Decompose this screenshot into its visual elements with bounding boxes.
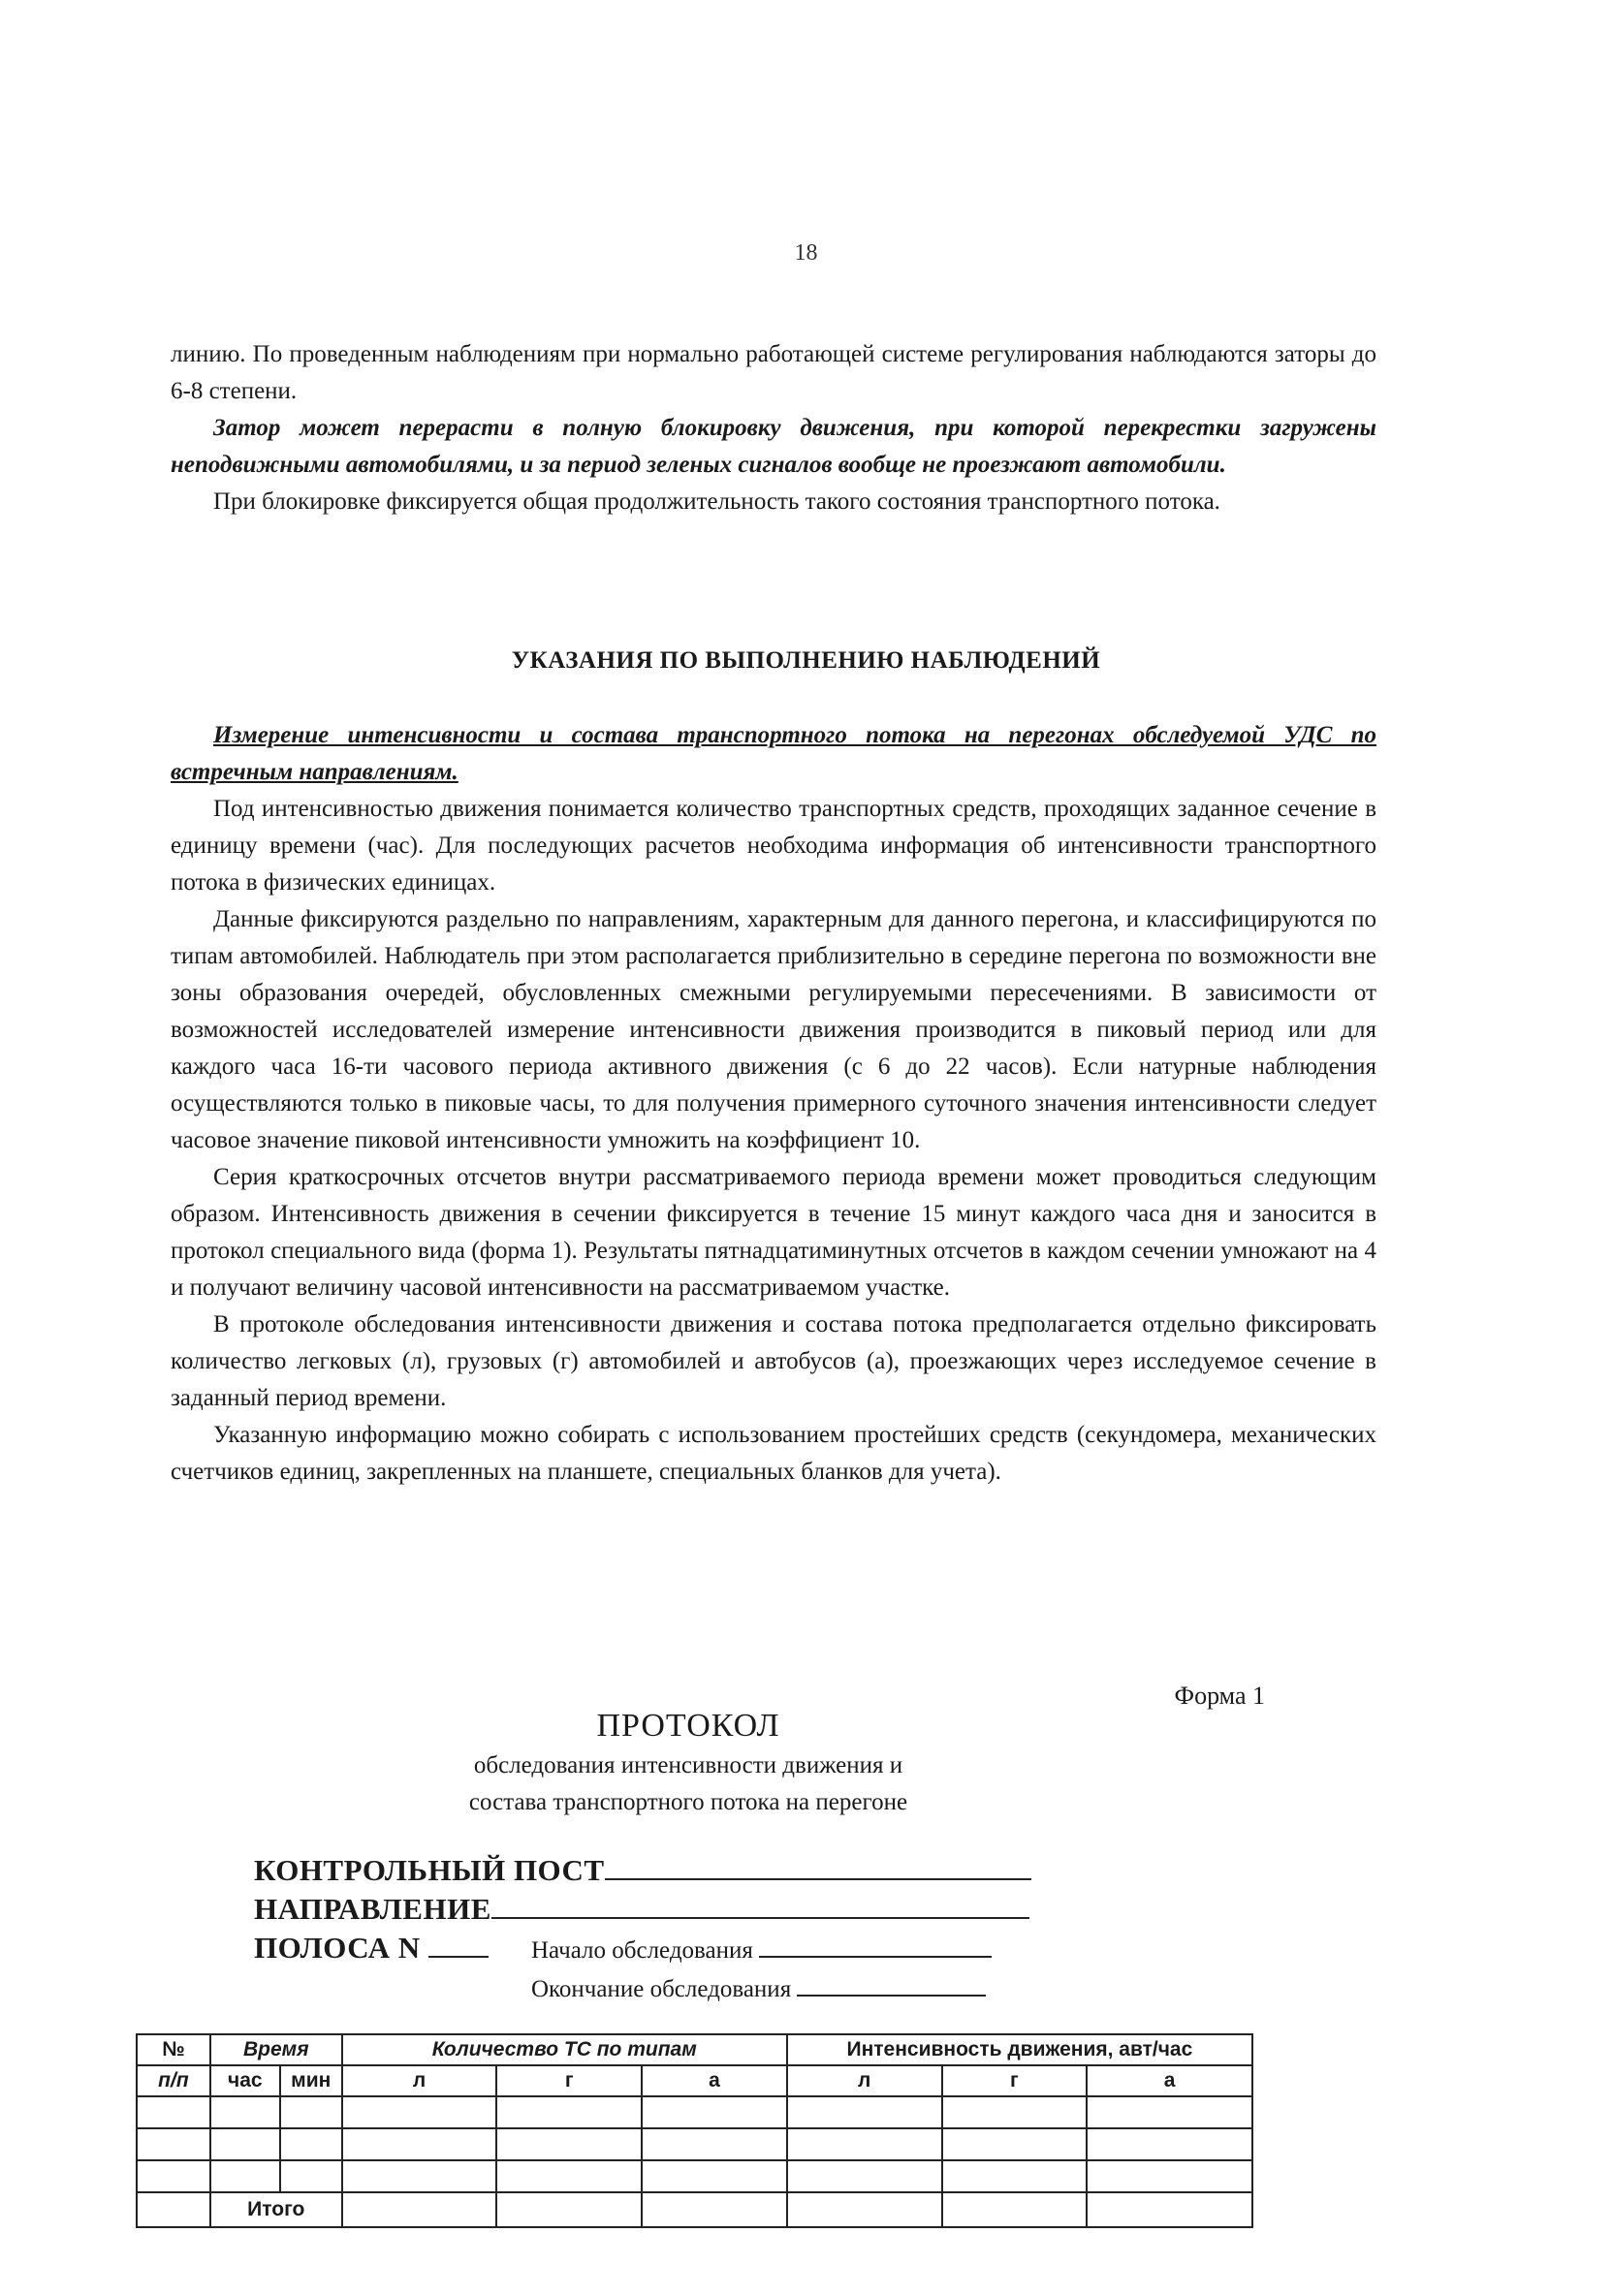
start-field <box>531 1936 992 1965</box>
paragraph-3: При блокировке фиксируется общая продолжительность такого состояния транспортного потока. <box>213 488 1220 515</box>
table-cell[interactable] <box>496 2160 642 2192</box>
header-type-l-intensity: л <box>787 2065 942 2096</box>
table-cell[interactable] <box>280 2128 342 2160</box>
table-cell[interactable] <box>787 2096 942 2128</box>
table-header-row-1 <box>137 2034 1252 2065</box>
table-cell[interactable] <box>496 2128 642 2160</box>
header-num: № <box>137 2034 210 2065</box>
table-cell[interactable] <box>280 2160 342 2192</box>
table-header-row-2 <box>137 2065 1252 2096</box>
table-cell[interactable] <box>280 2096 342 2128</box>
table-total-row <box>137 2192 1252 2227</box>
protocol-table <box>136 2033 1253 2228</box>
table-cell[interactable] <box>942 2192 1088 2227</box>
form-label: Форма 1 <box>1174 1682 1265 1710</box>
table-cell[interactable] <box>942 2160 1088 2192</box>
header-type-a-count: а <box>642 2065 787 2096</box>
header-type-l-count: л <box>342 2065 497 2096</box>
start-label: Начало обследования <box>531 1937 753 1964</box>
table-cell[interactable] <box>342 2096 497 2128</box>
direction-field <box>254 1892 1029 1927</box>
end-field <box>531 1975 986 2003</box>
control-post-label: КОНТРОЛЬНЫЙ ПОСТ <box>254 1853 605 1887</box>
table-row <box>137 2128 1252 2160</box>
table-cell[interactable] <box>642 2096 787 2128</box>
table-cell[interactable] <box>787 2128 942 2160</box>
table-cell[interactable] <box>496 2192 642 2227</box>
intro-text <box>171 336 1376 520</box>
section-paragraph-2: Данные фиксируются раздельно по направлениям, характерным для данного перегона, и классифицируются по типам автомобилей. Наблюдатель при этом располагается приблизительно в середине перегона по возможности вне зоны образования очередей, обусловленных смежными регулируемыми пересечениями. В зависимости от возможностей исследователей измерение интенсивности движения производится в пиковый период или для каждого часа 16-ти часового периода активного движения (с 6 до 22 часов). Если натурные наблюдения осуществляются только в пиковые часы, то для получения примерного суточного значения интенсивности следует часовое значение пиковой интенсивности умножить на коэффициент 10. <box>171 906 1376 1153</box>
table-cell[interactable] <box>1087 2128 1252 2160</box>
total-label: Итого <box>210 2192 342 2227</box>
table-cell[interactable] <box>342 2160 497 2192</box>
header-hour: час <box>210 2065 280 2096</box>
table-cell[interactable] <box>942 2128 1088 2160</box>
table-cell[interactable] <box>1087 2096 1252 2128</box>
paragraph-2: Затор может перерасти в полную блокировку движения, при которой перекрестки загружены неподвижными автомобилями, и за период зеленых сигналов вообще не проезжают автомобили. <box>171 415 1376 478</box>
header-time: Время <box>210 2034 342 2065</box>
protocol-subtitle-1: обследования интенсивности движения и <box>473 1752 903 1778</box>
table-cell[interactable] <box>942 2096 1088 2128</box>
control-post-blank[interactable] <box>605 1857 1031 1880</box>
end-label: Окончание обследования <box>531 1976 792 2002</box>
table-cell[interactable] <box>642 2192 787 2227</box>
table-cell[interactable] <box>210 2160 280 2192</box>
end-blank[interactable] <box>797 1975 986 1997</box>
header-num-2: п/п <box>137 2065 210 2096</box>
section-heading: УКАЗАНИЯ ПО ВЫПОЛНЕНИЮ НАБЛЮДЕНИЙ <box>511 647 1101 674</box>
table-cell[interactable] <box>137 2128 210 2160</box>
table-cell <box>137 2192 210 2227</box>
subsection-title: Измерение интенсивности и состава транспортного потока на перегонах обследуемой УДС по встречным направлениям. <box>171 722 1376 785</box>
section-text <box>171 717 1376 1491</box>
header-type-g-intensity: г <box>942 2065 1088 2096</box>
lane-label: ПОЛОСА N <box>254 1931 421 1965</box>
table-cell[interactable] <box>1087 2160 1252 2192</box>
table-cell[interactable] <box>787 2160 942 2192</box>
section-paragraph-4: В протоколе обследования интенсивности движения и состава потока предполагается отдельно фиксировать количество легковых (л), грузовых (г) автомобилей и автобусов (а), проезжающих через исследуемое сечение в заданный период времени. <box>171 1311 1376 1411</box>
header-count: Количество ТС по типам <box>342 2034 787 2065</box>
header-intensity: Интенсивность движения, авт/час <box>787 2034 1252 2065</box>
table-row <box>137 2160 1252 2192</box>
table-cell[interactable] <box>642 2160 787 2192</box>
table-cell[interactable] <box>342 2192 497 2227</box>
table-row <box>137 2096 1252 2128</box>
section-paragraph-1: Под интенсивностью движения понимается количество транспортных средств, проходящих заданное сечение в единицу времени (час). Для последующих расчетов необходима информация об интенсивности транспортного потока в физических единицах. <box>171 796 1376 896</box>
control-post-field <box>254 1853 1031 1888</box>
table-cell[interactable] <box>210 2128 280 2160</box>
header-type-a-intensity: а <box>1087 2065 1252 2096</box>
header-type-g-count: г <box>496 2065 642 2096</box>
table-cell[interactable] <box>137 2160 210 2192</box>
direction-blank[interactable] <box>491 1896 1029 1919</box>
header-min: мин <box>280 2065 342 2096</box>
table-cell[interactable] <box>496 2096 642 2128</box>
direction-label: НАПРАВЛЕНИЕ <box>254 1892 491 1926</box>
table-cell[interactable] <box>642 2128 787 2160</box>
lane-blank[interactable] <box>428 1934 489 1958</box>
section-paragraph-3: Серия краткосрочных отсчетов внутри рассматриваемого периода времени может проводиться следующим образом. Интенсивность движения в сечении фиксируется в течение 15 минут каждого часа дня и заносится в протокол специального вида (форма 1). Результаты пятнадцатиминутных отсчетов в каждом сечении умножают на 4 и получают величину часовой интенсивности на рассматриваемом участке. <box>171 1164 1376 1301</box>
section-paragraph-5: Указанную информацию можно собирать с использованием простейших средств (секундомера, механических счетчиков единиц, закрепленных на планшете, специальных бланков для учета). <box>171 1422 1376 1485</box>
table-cell[interactable] <box>137 2096 210 2128</box>
start-blank[interactable] <box>759 1936 992 1958</box>
table-cell[interactable] <box>1087 2192 1252 2227</box>
table-cell[interactable] <box>342 2128 497 2160</box>
protocol-subtitle-2: состава транспортного потока на перегоне <box>468 1789 908 1815</box>
table-cell[interactable] <box>787 2192 942 2227</box>
lane-field <box>254 1931 489 1966</box>
table-cell[interactable] <box>210 2096 280 2128</box>
page-number: 18 <box>794 240 818 266</box>
paragraph-1: линию. По проведенным наблюдениям при нормально работающей системе регулирования наблюдаются заторы до 6-8 степени. <box>171 341 1376 404</box>
protocol-title: ПРОТОКОЛ <box>596 1708 780 1744</box>
